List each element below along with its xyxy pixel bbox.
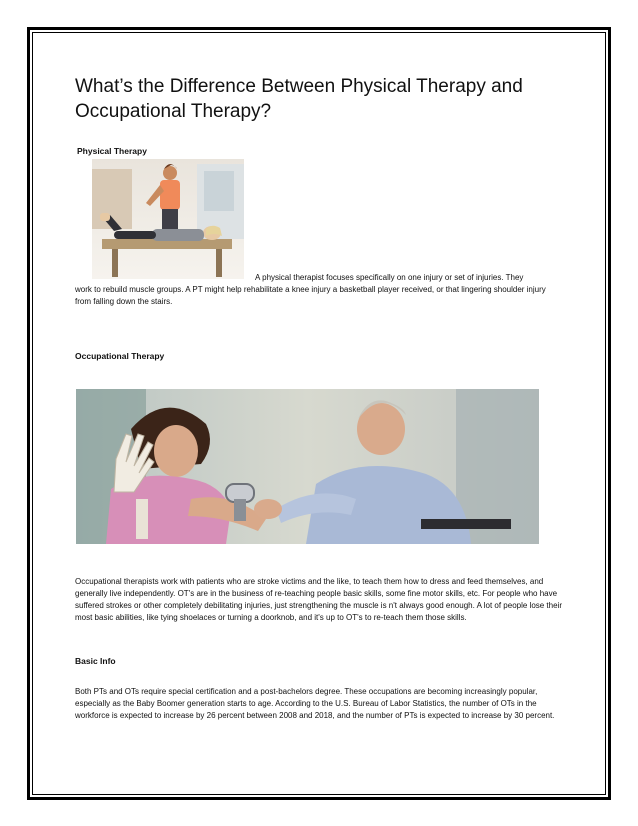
heading-physical-therapy: Physical Therapy	[77, 146, 147, 156]
physical-therapy-photo	[92, 159, 244, 279]
document-title: What’s the Difference Between Physical Therapy and Occupational Therapy?	[75, 76, 523, 122]
ot-body: Occupational therapists work with patients who are stroke victims and the like, to teach them how to dress and feed themselves, and generally live independently. OT's are in the business of re-teaching people basic skills, some fine motor skills, etc. For people who have suffered strokes or other completely debilitating injuries, just strengthening the muscle is n't always good enough. A lot of people lose their most basic abilities, like tying shoelaces or turning a doorknob, and it's up to OT's to re-teach them those skills.	[75, 577, 562, 622]
heading-occupational-therapy: Occupational Therapy	[75, 351, 165, 361]
heading-basic-info: Basic Info	[75, 656, 116, 666]
pt-caption-rest: work to rebuild muscle groups. A PT might help rehabilitate a knee injury a basketball player received, or that lingering shoulder injury from falling down the stairs.	[75, 285, 546, 306]
occupational-therapy-photo	[76, 389, 539, 544]
pt-caption-inline: A physical therapist focuses specifically on one injury or set of injuries. They	[255, 273, 524, 282]
basic-info-body: Both PTs and OTs require special certification and a post-bachelors degree. These occupations are becoming increasingly popular, especially as the Baby Boomer generation starts to age. According to the U.S. Bureau of Labor Statistics, the number of OTs in the workforce is expected to increase by 26 percent between 2008 and 2018, and the number of PTs is expected to increase by 30 percent.	[75, 687, 555, 720]
